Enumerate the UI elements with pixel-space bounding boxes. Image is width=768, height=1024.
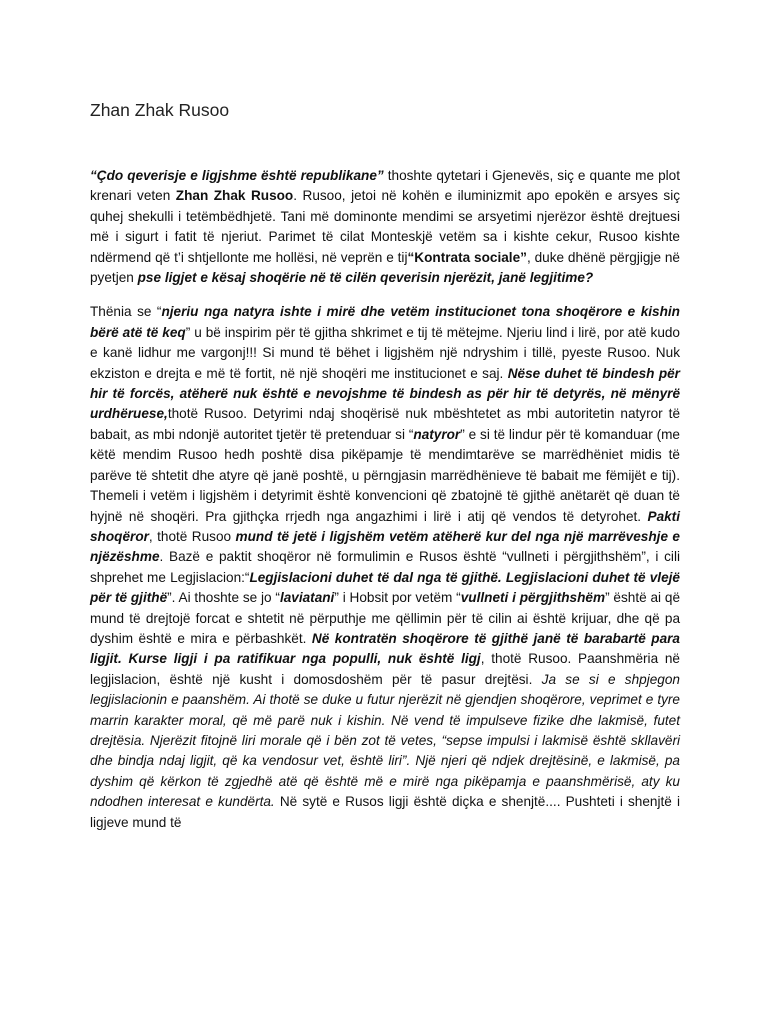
text-run: natyror (413, 426, 461, 442)
text-run: ” i Hobsit por vetëm “ (334, 590, 461, 606)
text-run: Ja se si e shpjegon legjislacionin e paanshëm. Ai thotë se duke u futur njerëzit në gjendjen shoqërore, veprimet e tyre marrin karakter moral, që më parë nuk i kishin. Në vend të impulseve fizike dhe lakmisë, futet drejtësia. Njerëzit fitojnë liri morale që i bën zot të vetes, “sepse impulsi i lakmisë është skllavëri dhe bindja ndaj ligjit, që ka vendosur vet, është liri”. Një njeri që ndjek drejtësinë, e lakmisë, pa dyshim që kërkon të zgjedhë atë që është më e mirë nga pikëpamja e paanshmërisë, aty ku ndodhen interesat e kundërta. (90, 671, 680, 810)
text-run: ” u bë inspirim për të gjitha shkrimet e tij të mëtejme. Njeriu lind i lirë, por atë kudo e kanë lidhur me vargonj!!! Si mund të bëhet i ligjshëm një ndryshim i tillë, pyeste Rusoo. Nuk ekziston e drejta e më të fortit, në një shoqëri me institucionet e saj. (90, 324, 680, 381)
document-body (90, 166, 680, 847)
text-run: thoshte qytetari i Gjenevës, siç e quante me plot krenari veten (90, 168, 680, 204)
text-run: Thënia se “ (90, 304, 162, 320)
text-run: “Çdo qeverisje e ligjshme është republikane” (90, 168, 384, 183)
text-run: ” e si të lindur për të komanduar (me këtë mendim Rusoo hedh poshtë disa pikëpamje të mendimtarëve se marrëdhëniet midis të parëve të shtetit dhe atyre që janë poshtë, u përngjasin marrëdhënieve të babait me fëmijët e tij). Themeli i vetëm i ligjshëm i detyrimit është konvencioni që zbatojnë të gjithë anëtarët që duan të hyjnë në shoqëri. Pra gjithçka rrjedh nga angazhimi i lirë i atij që vendos të detyrohet. (90, 426, 680, 524)
text-run: ”. Ai thoshte se jo “ (167, 590, 280, 606)
text-run: , duke dhënë përgjigje në pyetjen (90, 249, 680, 286)
text-run: thotë Rusoo. Detyrimi ndaj shoqërisë nuk mbështetet as mbi autoritetin natyror të babait, as mbi ndonjë autoritet tjetër të pretenduar si “ (90, 406, 680, 442)
text-run: Në sytë e Rusos ligji është diçka e shenjtë.... Pushteti i shenjtë i ligjeve mund të (90, 794, 680, 830)
text-run: Nëse duhet të bindesh për hir të forcës, atëherë nuk është e nevojshme të bindesh as për hir të detyrës, në mënyrë urdhëruese, (90, 365, 680, 422)
text-run: “Kontrata sociale” (407, 249, 527, 265)
text-run: mund të jetë i ligjshëm vetëm atëherë kur del nga një marrëveshje e njëzëshme (90, 528, 680, 565)
paragraph (90, 302, 680, 833)
text-run: , thotë Rusoo. Paanshmëria në legjislacion, është një kusht i domosdoshëm për të pasur drejtësi. (90, 651, 680, 687)
text-run: laviatani (279, 590, 335, 606)
text-run: . Bazë e paktit shoqëror në formulimin e Rusos është “vullneti i përgjithshëm”, i cili shprehet me Legjislacion:“ (90, 549, 680, 585)
text-run: Pakti shoqëror (90, 508, 680, 544)
text-run: ” është ai që mund të drejtojë forcat e shtetit në përputhje me qëllimin për të cilin ai është krijuar, dhe që pa dyshim është e mira e përbashkët. (90, 590, 681, 646)
text-run: , thotë Rusoo (148, 528, 236, 544)
text-run: Zhan Zhak Rusoo (175, 188, 294, 204)
text-run: Legjislacioni duhet të dal nga të gjithë. Legjislacioni duhet të vlejë për të gjithë (90, 569, 680, 606)
text-run: Në kontratën shoqërore të gjithë janë të barabartë para ligjit. Kurse ligji i pa ratifikuar nga populli, nuk është ligj (90, 630, 680, 667)
paragraph (90, 166, 680, 288)
document-title: Zhan Zhak Rusoo (90, 100, 230, 120)
text-run: njeriu nga natyra ishte i mirë dhe vetëm institucionet tona shoqërore e kishin bërë atë të keq (90, 304, 680, 340)
text-run: vullneti i përgjithshëm (460, 590, 606, 606)
text-run: pse ligjet e kësaj shoqërie në të cilën qeverisin njerëzit, janë legjitime? (137, 270, 594, 286)
text-run: . Rusoo, jetoi në kohën e iluminizmit apo epokën e arsyes siç quhej shekulli i tetëmbëdhjetë. Tani më dominonte mendimi se arsyetimi njerëzor është drejtuesi më i sigurt i fatit të njeriut. Parimet të cilat Monteskjë vetëm sa i kishte cekur, Rusoo kishte ndërmend që t’i shtjellonte me hollësi, në veprën e tij (90, 188, 681, 265)
